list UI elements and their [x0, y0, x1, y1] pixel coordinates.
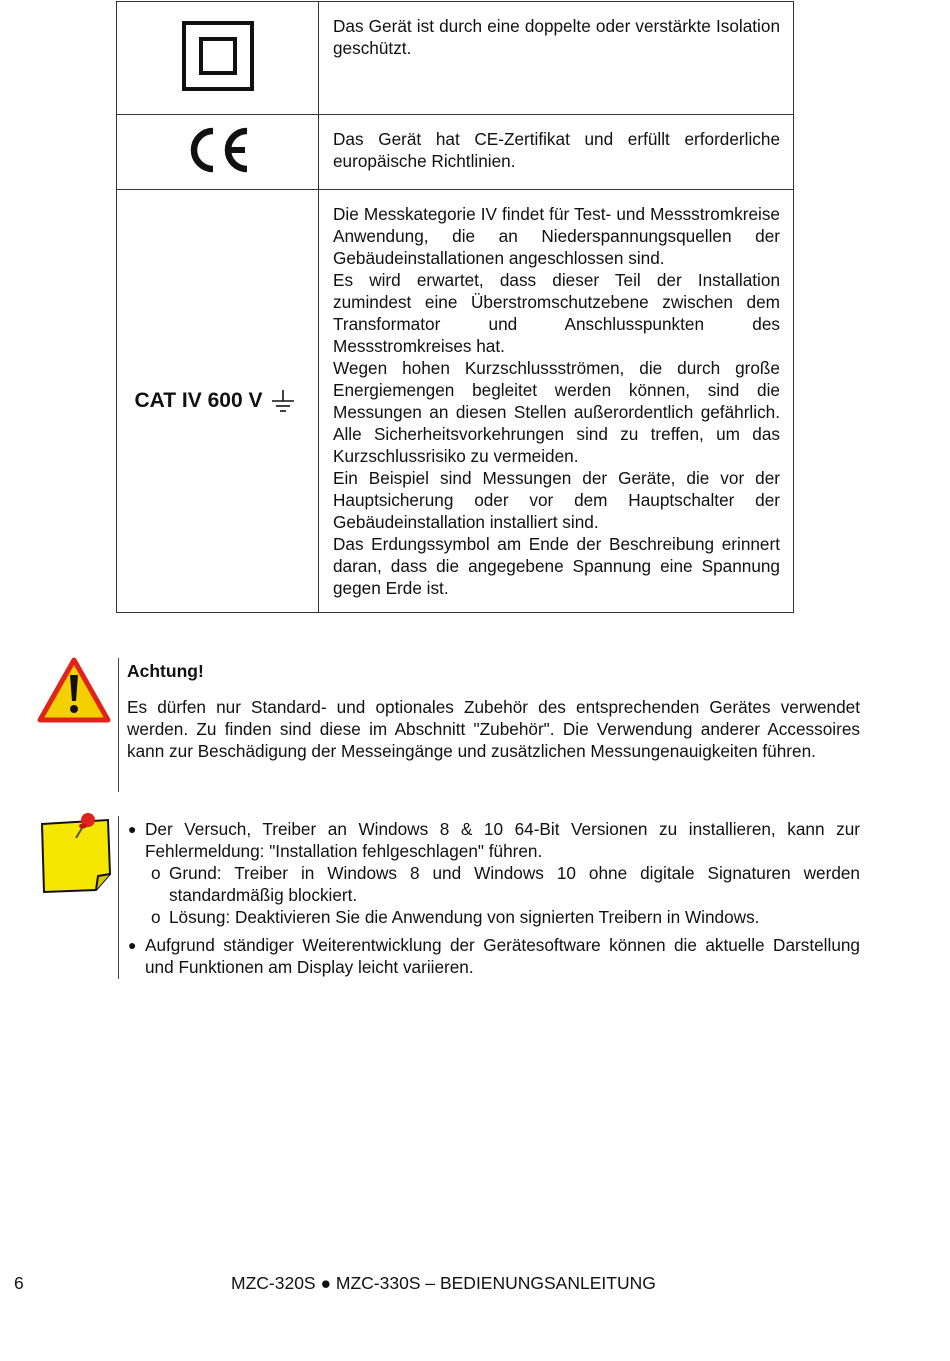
- symbol-table: [116, 1, 794, 613]
- list-item: [119, 818, 860, 862]
- bullet-text: Der Versuch, Treiber an Windows 8 & 10 64-Bit Versionen zu installieren, kann zur Fehlermeldung: "Installation fehlgeschlagen" führen.: [145, 819, 860, 861]
- footer-title: MZC-320S ● MZC-330S – BEDIENUNGSANLEITUNG: [231, 1273, 656, 1293]
- note-block: [118, 816, 860, 979]
- warning-text: Es dürfen nur Standard- und optionales Zubehör des entsprechenden Gerätes verwendet werden. Zu finden sind diese im Abschnitt "Zubehör". Die Verwendung anderer Accessoires kann zur Beschädigung der Messeingänge und zusätzlichen Messungenauigkeiten führen.: [127, 697, 860, 761]
- symbol-description: [319, 2, 794, 115]
- warning-block: [118, 658, 860, 792]
- symbol-cell: [117, 190, 319, 613]
- description-paragraph: Es wird erwartet, dass dieser Teil der Installation zumindest eine Überstromschutzebene zwischen dem Transformator und Anschlusspunkten des Messstromkreises hat.: [333, 270, 780, 356]
- sub-bullet-icon: o: [151, 907, 161, 927]
- table-row: [117, 2, 794, 115]
- table-row: [117, 115, 794, 190]
- symbol-cell: [117, 115, 319, 190]
- bullet-icon: ●: [128, 937, 137, 953]
- cat-iv-text: CAT IV 600 V: [134, 389, 263, 412]
- cat-iv-label: [135, 389, 295, 413]
- bullet-icon: ●: [128, 821, 137, 837]
- description-paragraph: Wegen hohen Kurzschlussströmen, die durch große Energiemengen begleitet werden können, sind die Messungen an diesen Stellen außerordentlich gefährlich. Alle Sicherheitsvorkehrungen sind zu treffen, um das Kurzschlussrisiko zu vermeiden.: [333, 358, 780, 466]
- warning-triangle-icon: [37, 657, 111, 728]
- table-row: [117, 190, 794, 613]
- description-paragraph: Das Gerät hat CE-Zertifikat und erfüllt erforderliche europäische Richtlinien.: [333, 129, 780, 171]
- symbol-description: [319, 115, 794, 190]
- sub-bullet-text: Grund: Treiber in Windows 8 und Windows 10 ohne digitale Signaturen werden standardmäßig blockiert.: [169, 863, 860, 905]
- warning-title: Achtung!: [127, 661, 204, 681]
- description-paragraph: Das Erdungssymbol am Ende der Beschreibung erinnert daran, dass die angegebene Spannung eine Spannung gegen Erde ist.: [333, 534, 780, 598]
- description-paragraph: Die Messkategorie IV findet für Test- und Messstromkreise Anwendung, die an Niederspannungsquellen der Gebäudeinstallationen angeschlossen sind.: [333, 204, 780, 268]
- list-subitem: [119, 862, 860, 906]
- sub-bullet-text: Lösung: Deaktivieren Sie die Anwendung von signierten Treibern in Windows.: [169, 907, 760, 927]
- double-insulation-icon: [182, 21, 254, 91]
- list-subitem: [119, 906, 860, 928]
- list-item: [119, 934, 860, 978]
- pinned-note-icon: [38, 812, 114, 899]
- description-paragraph: Ein Beispiel sind Messungen der Geräte, die vor der Hauptsicherung oder vor dem Hauptschalter der Gebäudeinstallation installiert sind.: [333, 468, 780, 532]
- ground-symbol-icon: [271, 389, 295, 413]
- ce-mark-icon: [183, 125, 253, 175]
- description-paragraph: Das Gerät ist durch eine doppelte oder verstärkte Isolation geschützt.: [333, 16, 780, 58]
- symbol-description: [319, 190, 794, 613]
- symbol-cell: [117, 2, 319, 115]
- bullet-text: Aufgrund ständiger Weiterentwicklung der Gerätesoftware können die aktuelle Darstellung und Funktionen am Display leicht variieren.: [145, 935, 860, 977]
- sub-bullet-icon: o: [151, 863, 161, 883]
- page-number: 6: [14, 1273, 24, 1293]
